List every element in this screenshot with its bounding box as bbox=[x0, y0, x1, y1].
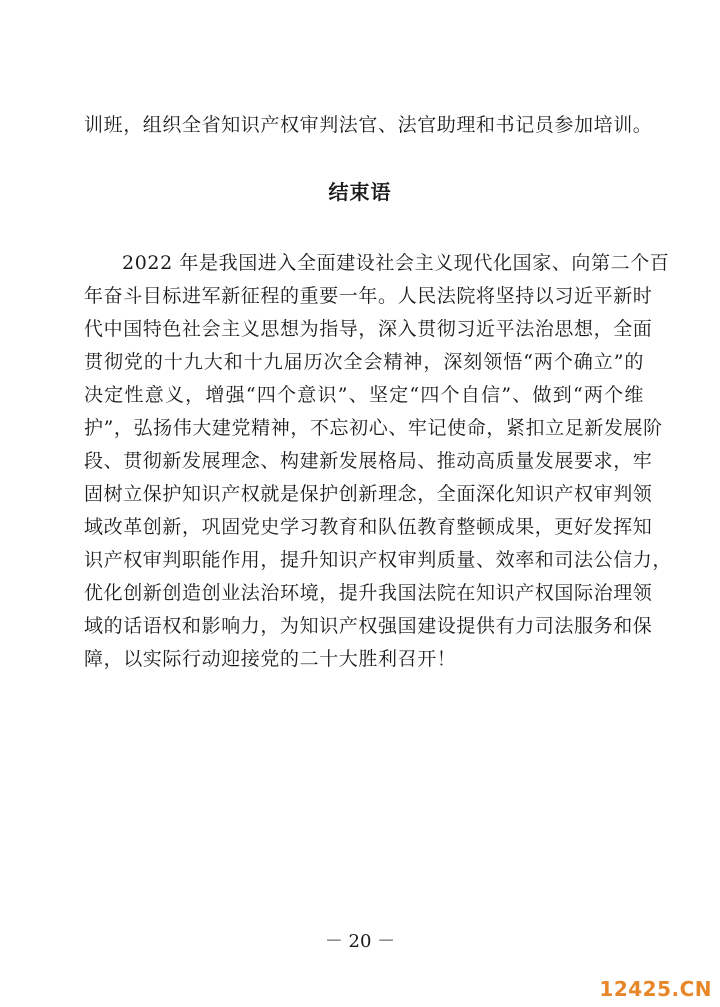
paragraph-line: 固树立保护知识产权就是保护创新理念，全面深化知识产权审判领 bbox=[84, 483, 653, 505]
concluding-paragraph bbox=[84, 247, 673, 676]
paragraph-line: 代中国特色社会主义思想为指导，深入贯彻习近平法治思想，全面 bbox=[84, 318, 653, 340]
page-number: － 20 － bbox=[324, 931, 396, 952]
paragraph-line: 优化创新创造创业法治环境，提升我国法院在知识产权国际治理领 bbox=[84, 582, 653, 604]
paragraph-line: 决定性意义，增强“四个意识”、坚定“四个自信”、做到“两个维 bbox=[84, 384, 644, 406]
paragraph-line: 贯彻党的十九大和十九届历次全会精神，深刻领悟“两个确立”的 bbox=[84, 351, 644, 373]
paragraph-line: 域的话语权和影响力，为知识产权强国建设提供有力司法服务和保 bbox=[84, 615, 653, 637]
paragraph-line: 年奋斗目标进军新征程的重要一年。人民法院将坚持以习近平新时 bbox=[84, 285, 653, 307]
paragraph-line: 障，以实际行动迎接党的二十大胜利召开！ bbox=[84, 648, 457, 670]
paragraph-line: 2022 年是我国进入全面建设社会主义现代化国家、向第二个百 bbox=[122, 252, 670, 274]
paragraph-continuation: 训班，组织全省知识产权审判法官、法官助理和书记员参加培训。 bbox=[84, 114, 653, 136]
paragraph-line: 识产权审判职能作用，提升知识产权审判质量、效率和司法公信力， bbox=[84, 549, 673, 571]
paragraph-line: 护”，弘扬伟大建党精神，不忘初心、牢记使命，紧扣立足新发展阶 bbox=[84, 417, 663, 439]
paragraph-line: 域改革创新，巩固党史学习教育和队伍教育整顿成果，更好发挥知 bbox=[84, 516, 653, 538]
site-watermark: 12425.CN bbox=[599, 977, 712, 1001]
paragraph-line: 段、贯彻新发展理念、构建新发展格局、推动高质量发展要求，牢 bbox=[84, 450, 653, 472]
section-heading: 结束语 bbox=[328, 180, 392, 204]
